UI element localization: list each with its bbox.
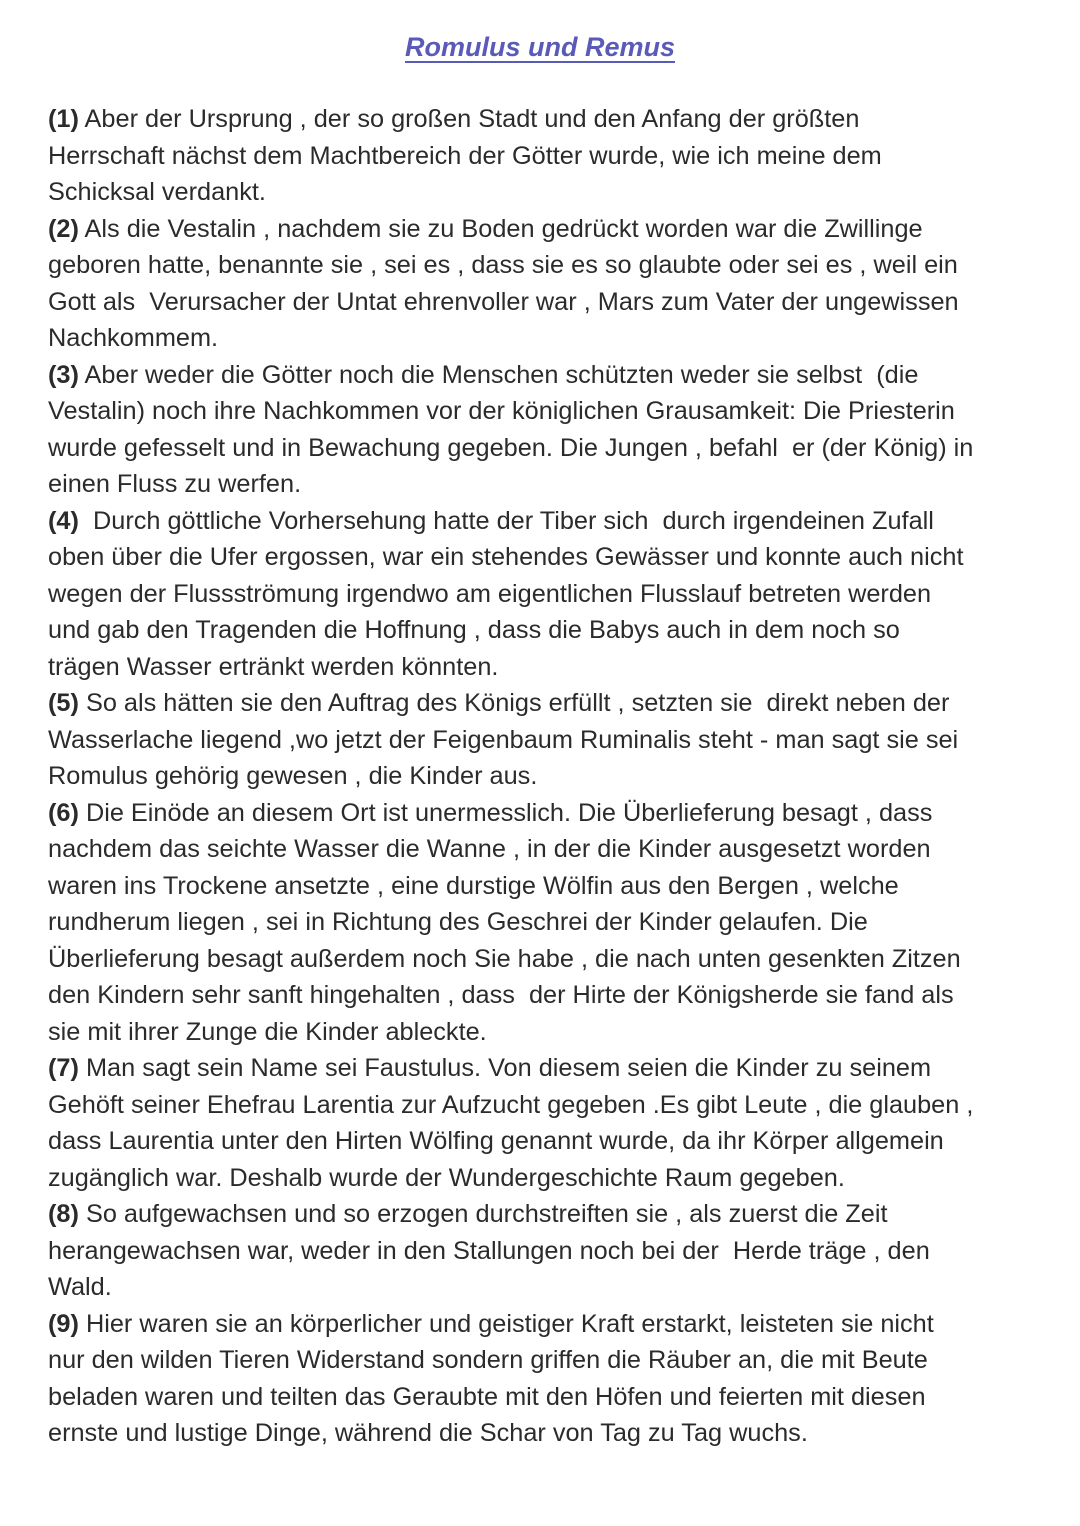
paragraph-number: (5) (48, 689, 79, 717)
paragraph-line: rundherum liegen , sei in Richtung des Geschrei der Kinder gelaufen. Die (48, 908, 868, 936)
paragraph-line: einen Fluss zu werfen. (48, 470, 302, 498)
paragraph-text: So aufgewachsen und so erzogen durchstreiften sie , als zuerst die Zeit (78, 1200, 888, 1228)
paragraph-line: ernste und lustige Dinge, während die Schar von Tag zu Tag wuchs. (48, 1419, 808, 1447)
paragraph-line: nachdem das seichte Wasser die Wanne , in der die Kinder ausgesetzt worden (48, 835, 931, 863)
paragraph-number: (8) (48, 1200, 79, 1228)
paragraph-text: Hier waren sie an körperlicher und geistiger Kraft erstarkt, leisteten sie nicht (78, 1309, 934, 1338)
paragraph-line: Wald. (48, 1273, 112, 1301)
paragraph-line: Herrschaft nächst dem Machtbereich der Götter wurde, wie ich meine dem (48, 141, 882, 170)
paragraph-number: (2) (48, 214, 79, 243)
paragraph-text: Durch göttliche Vorhersehung hatte der Tiber sich durch irgendeinen Zufall (78, 506, 934, 535)
paragraph-2 (48, 211, 1038, 357)
paragraph-line (48, 101, 1038, 138)
paragraph-text: Aber weder die Götter noch die Menschen schützten weder sie selbst (die (78, 360, 919, 389)
paragraph-line: Nachkommem. (48, 324, 219, 352)
paragraph-4 (48, 503, 1038, 686)
paragraph-line: sie mit ihrer Zunge die Kinder ableckte. (48, 1017, 487, 1046)
paragraph-line: wurde gefesselt und in Bewachung gegeben. Die Jungen , befahl er (der König) in (48, 433, 974, 462)
paragraph-number: (1) (48, 105, 79, 133)
paragraph-line: und gab den Tragenden die Hoffnung , dass die Babys auch in dem noch so (48, 616, 900, 644)
paragraph-line (48, 357, 1038, 394)
paragraph-line: Vestalin) noch ihre Nachkommen vor der königlichen Grausamkeit: Die Priesterin (48, 397, 955, 425)
document-body (48, 101, 1038, 1452)
paragraph-line: wegen der Flussströmung irgendwo am eigentlichen Flusslauf betreten werden (48, 579, 932, 608)
paragraph-line: dass Laurentia unter den Hirten Wölfing genannt wurde, da ihr Körper allgemein (48, 1127, 944, 1155)
paragraph-text: Als die Vestalin , nachdem sie zu Boden gedrückt worden war die Zwillinge (78, 214, 923, 243)
paragraph-line (48, 795, 1038, 832)
paragraph-line: nur den wilden Tieren Widerstand sondern griffen die Räuber an, die mit Beute (48, 1346, 928, 1374)
paragraph-text: Aber der Ursprung , der so großen Stadt und den Anfang der größten (78, 105, 860, 133)
paragraph-5 (48, 685, 1038, 795)
paragraph-line: trägen Wasser ertränkt werden könnten. (48, 652, 499, 681)
paragraph-line (48, 1050, 1038, 1087)
paragraph-line: Romulus gehörig gewesen , die Kinder aus. (48, 762, 538, 790)
paragraph-line: Überlieferung besagt außerdem noch Sie habe , die nach unten gesenkten Zitzen (48, 944, 961, 973)
paragraph-8 (48, 1196, 1038, 1306)
paragraph-line: herangewachsen war, weder in den Stallungen noch bei der Herde träge , den (48, 1236, 930, 1265)
paragraph-number: (9) (48, 1309, 79, 1338)
paragraph-text: Man sagt sein Name sei Faustulus. Von diesem seien die Kinder zu seinem (78, 1054, 932, 1082)
paragraph-line (48, 211, 1038, 248)
paragraph-line: Gott als Verursacher der Untat ehrenvoller war , Mars zum Vater der ungewissen (48, 287, 959, 316)
paragraph-number: (6) (48, 798, 79, 827)
paragraph-line (48, 685, 1038, 722)
paragraph-line (48, 1196, 1038, 1233)
paragraph-line (48, 1306, 1038, 1343)
paragraph-line: geboren hatte, benannte sie , sei es , dass sie es so glaubte oder sei es , weil ein (48, 251, 958, 279)
paragraph-number: (3) (48, 360, 79, 389)
paragraph-number: (4) (48, 506, 79, 535)
paragraph-text: Die Einöde an diesem Ort ist unermesslich. Die Überlieferung besagt , dass (78, 798, 933, 827)
paragraph-line: beladen waren und teilten das Geraubte mit den Höfen und feierten mit diesen (48, 1382, 926, 1411)
paragraph-line: den Kindern sehr sanft hingehalten , dass der Hirte der Königsherde sie fand als (48, 981, 954, 1009)
document-title: Romulus und Remus (404, 32, 675, 62)
paragraph-7 (48, 1050, 1038, 1196)
paragraph-3 (48, 357, 1038, 503)
paragraph-line: Schicksal verdankt. (48, 178, 266, 206)
paragraph-6 (48, 795, 1038, 1051)
paragraph-9 (48, 1306, 1038, 1452)
paragraph-1 (48, 101, 1038, 211)
paragraph-line: Gehöft seiner Ehefrau Larentia zur Aufzucht gegeben .Es gibt Leute , die glauben , (48, 1090, 974, 1119)
paragraph-line: oben über die Ufer ergossen, war ein stehendes Gewässer und konnte auch nicht (48, 543, 964, 571)
paragraph-line: Wasserlache liegend ,wo jetzt der Feigenbaum Ruminalis steht - man sagt sie sei (48, 725, 959, 754)
paragraph-line (48, 503, 1038, 540)
paragraph-text: So als hätten sie den Auftrag des Königs erfüllt , setzten sie direkt neben der (78, 689, 950, 717)
paragraph-number: (7) (48, 1054, 79, 1082)
paragraph-line: zugänglich war. Deshalb wurde der Wundergeschichte Raum gegeben. (48, 1163, 845, 1192)
paragraph-line: waren ins Trockene ansetzte , eine durstige Wölfin aus den Bergen , welche (48, 871, 899, 900)
